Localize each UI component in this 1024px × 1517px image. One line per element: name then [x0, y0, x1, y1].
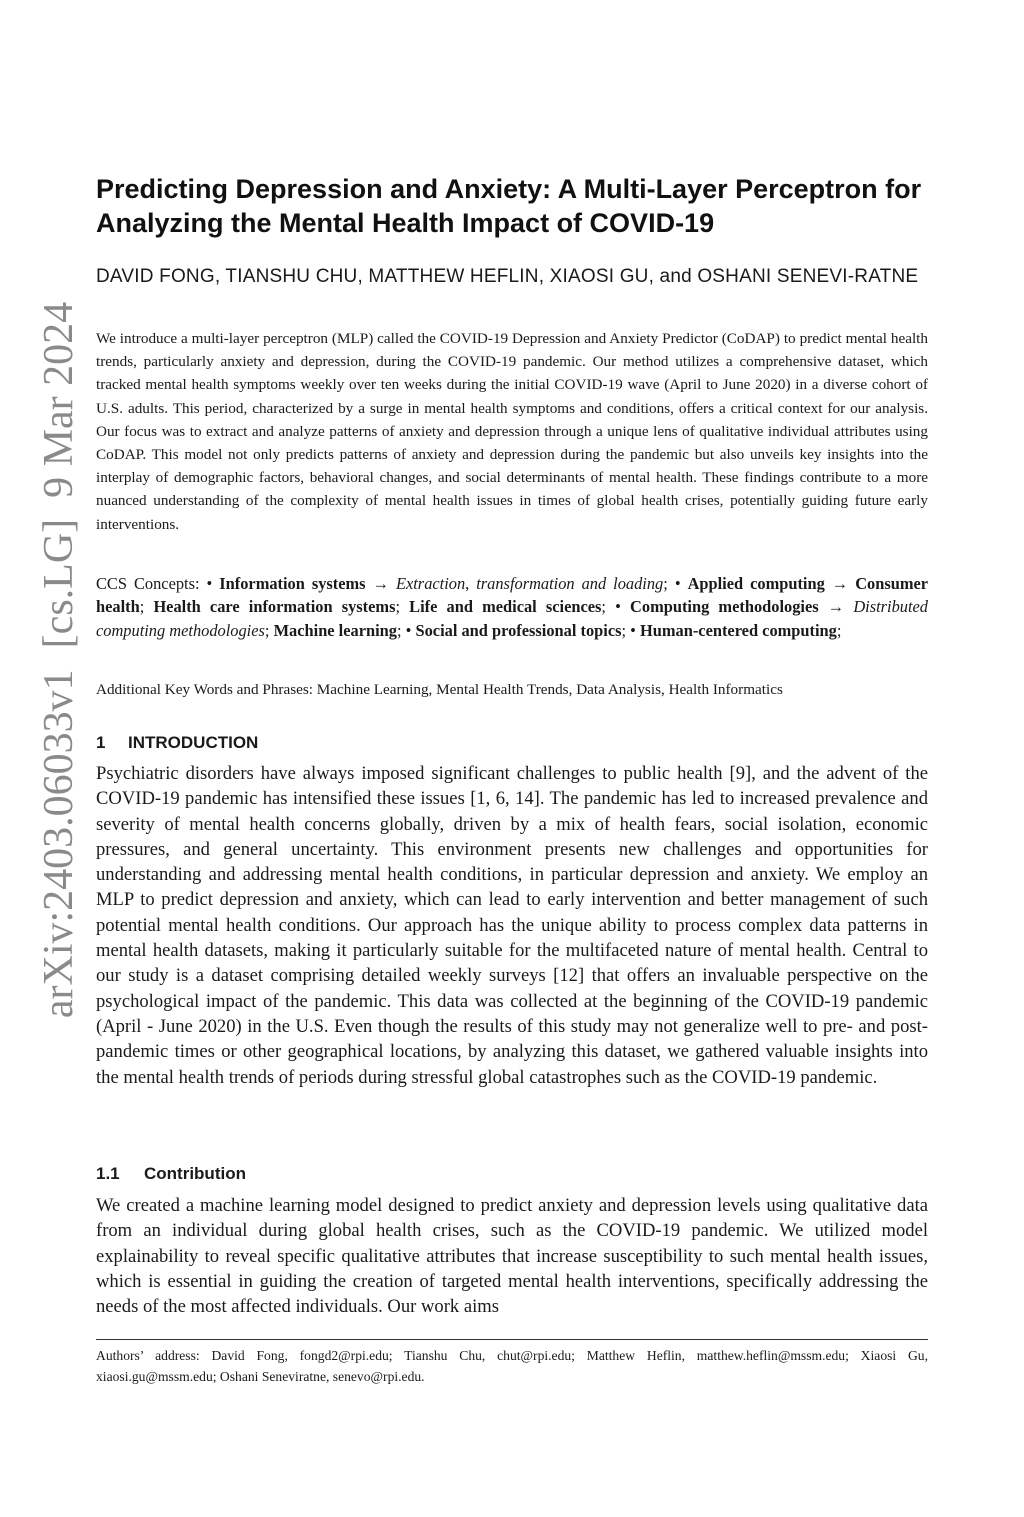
ccs-info-systems: Information systems: [219, 574, 366, 593]
arxiv-stamp: [8, 0, 92, 1517]
keywords: Additional Key Words and Phrases: Machine Learning, Mental Health Trends, Data Analysis, Health Informatics: [96, 681, 783, 698]
ccs-concepts: [96, 572, 928, 642]
ccs-sep: ;: [264, 620, 270, 640]
section-number: 1: [96, 733, 106, 752]
section-heading-introduction: [96, 731, 258, 755]
author-list: DAVID FONG, TIANSHU CHU, MATTHEW HEFLIN, XIAOSI GU, and OSHANI SENEVI-RATNE: [96, 266, 919, 287]
subsection-heading-contribution: [96, 1162, 246, 1186]
ccs-sep: ;: [836, 620, 842, 640]
ccs-health-care-info: Health care information systems: [153, 597, 396, 617]
ccs-sep: ;: [139, 597, 145, 617]
ccs-distributed: Distributed computing methodologies: [96, 597, 928, 640]
ccs-bullet: •: [674, 574, 681, 593]
ccs-sep: ;: [396, 620, 402, 640]
abstract: We introduce a multi-layer perceptron (MLP) called the COVID-19 Depression and Anxiety Predictor (CoDAP) to predict mental health trends, particularly anxiety and depression, during the COVID-19 pandemic. Our method utilizes a comprehensive dataset, which tracked mental health symptoms weekly over ten weeks during the initial COVID-19 wave (April to June 2020) in a diverse cohort of U.S. adults. This period, characterized by a surge in mental health symptoms and conditions, offers a critical context for our analysis. Our focus was to extract and analyze patterns of anxiety and depression through a unique lens of qualitative individual attributes using CoDAP. This model not only predicts patterns of anxiety and depression during the pandemic but also unveils key insights into the interplay of demographic factors, behavioral changes, and social determinants of mental health. These findings contribute to a more nuanced understanding of the complexity of mental health issues in times of global health crises, potentially guiding future early interventions.: [96, 330, 928, 533]
ccs-arrow: →: [372, 574, 389, 593]
contribution-body: We created a machine learning model designed to predict anxiety and depression levels using qualitative data from an individual during global health crises, such as the COVID-19 pandemic. We utilized model explainability to reveal specific qualitative attributes that increase susceptibility to such mental health issues, which is essential in guiding the creation of targeted mental health interventions, specifically addressing the needs of the most affected individuals. Our work aims: [96, 1195, 928, 1318]
section-title: INTRODUCTION: [128, 733, 259, 752]
ccs-consumer-health: Consumer health: [96, 574, 929, 617]
arxiv-stamp-svg: [8, 0, 92, 1517]
ccs-bullet: •: [630, 620, 636, 640]
introduction-body: Psychiatric disorders have always imposed significant challenges to public health [9], and the advent of the COVID-19 pandemic has intensified these issues [1, 6, 14]. The pandemic has led to increased prevalence and severity of mental health concerns globally, driven by a mix of health fears, social isolation, economic pressures, and general uncertainty. This environment presents new challenges and opportunities for understanding and addressing mental health conditions, in particular depression and anxiety. We employ an MLP to predict depression and anxiety, which can lead to early intervention and better management of such potential mental health conditions. Our approach has the unique ability to process complex data patterns in mental health datasets, making it particularly suitable for the multifaceted nature of mental health. Central to our study is a dataset comprising detailed weekly surveys [12] that offers an invaluable perspective on the psychological impact of the pandemic. This data was collected at the beginning of the COVID-19 pandemic (April - June 2020) in the U.S. Even though the results of this study may not generalize well to pre- and post-pandemic times or other geographical locations, by analyzing this dataset, we gathered valuable insights into the mental health trends of periods during stressful global catastrophes such as the COVID-19 pandemic.: [96, 763, 928, 1088]
footnote-rule: [96, 1339, 928, 1340]
ccs-bullet: •: [206, 574, 213, 593]
ccs-life-medical: Life and medical sciences: [409, 597, 602, 617]
subsection-number: 1.1: [96, 1164, 120, 1183]
ccs-computing-methodologies: Computing methodologies: [630, 597, 819, 617]
ccs-social-professional: Social and professional topics: [415, 620, 622, 640]
ccs-bullet: •: [405, 620, 412, 640]
ccs-arrow: →: [827, 597, 845, 617]
ccs-applied-computing: Applied computing: [687, 574, 825, 593]
ccs-sep: ;: [395, 597, 401, 617]
subsection-title: Contribution: [144, 1164, 246, 1183]
ccs-sep: ;: [601, 597, 606, 617]
ccs-bullet: •: [615, 597, 621, 617]
authors-address-footnote: Authors’ address: David Fong, fongd2@rpi.edu; Tianshu Chu, chut@rpi.edu; Matthew Heflin, matthew.heflin@mssm.edu; Xiaosi Gu, xiaosi.gu@mssm.edu; Oshani Seneviratne, senevo@rpi.edu.: [96, 1348, 928, 1384]
ccs-machine-learning: Machine learning: [273, 620, 397, 640]
ccs-human-centered: Human-centered computing: [640, 620, 837, 640]
arxiv-id: arXiv:2403.06033v1 [cs.LG] 9 Mar 2024: [36, 301, 82, 1019]
ccs-prefix: CCS Concepts:: [96, 574, 207, 593]
ccs-arrow: →: [831, 574, 849, 593]
ccs-sep: ;: [663, 574, 668, 593]
ccs-sep: ;: [621, 620, 627, 640]
ccs-extraction: Extraction, transformation and loading: [395, 574, 664, 593]
paper-title: Predicting Depression and Anxiety: A Multi-Layer Perceptron for Analyzing the Mental Health Impact of COVID-19: [96, 174, 922, 238]
